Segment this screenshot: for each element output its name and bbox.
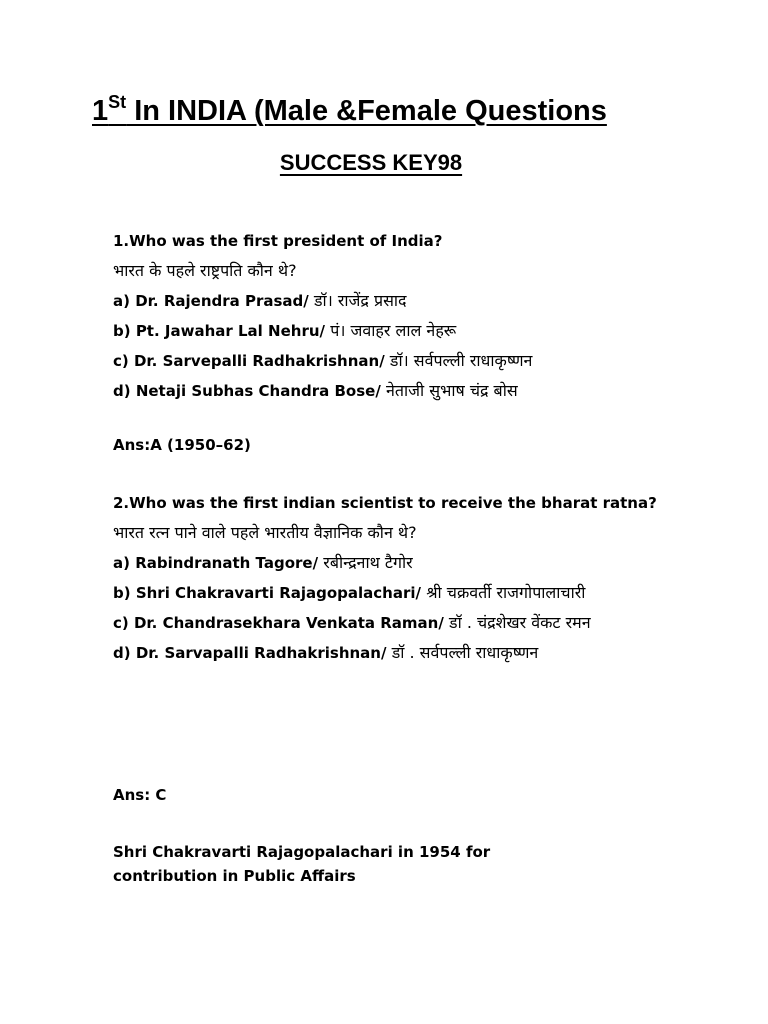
- option-english: d) Dr. Sarvapalli Radhakrishnan/: [113, 644, 392, 662]
- option-english: d) Netaji Subhas Chandra Bose/: [113, 382, 387, 400]
- question-2-option-b: [113, 578, 673, 608]
- question-1-option-a: [113, 286, 673, 316]
- question-1-option-d: [113, 376, 673, 406]
- option-hindi: रबीन्द्रनाथ टैगोर: [323, 553, 413, 572]
- option-english: a) Rabindranath Tagore/: [113, 554, 324, 572]
- option-english: b) Pt. Jawahar Lal Nehru/: [113, 322, 331, 340]
- option-hindi: नेताजी सुभाष चंद्र बोस: [386, 381, 518, 400]
- option-hindi: डॉ . सर्वपल्ली राधाकृष्णन: [391, 643, 539, 662]
- question-1-option-b: [113, 316, 673, 346]
- option-english: b) Shri Chakravarti Rajagopalachari/: [113, 584, 427, 602]
- question-2-english: 2.Who was the first indian scientist to receive the bharat ratna?: [113, 494, 657, 512]
- answer-2: Ans: C: [113, 786, 167, 804]
- question-2-hindi: भारत रत्न पाने वाले पहले भारतीय वैज्ञानिक कौन थे?: [113, 523, 417, 542]
- title-prefix: 1: [92, 95, 109, 127]
- question-1-option-c: [113, 346, 673, 376]
- answer-1: Ans:A (1950–62): [113, 436, 251, 454]
- question-1: [113, 226, 673, 406]
- question-2-option-d: [113, 638, 673, 668]
- option-english: c) Dr. Chandrasekhara Venkata Raman/: [113, 614, 450, 632]
- question-1-english: 1.Who was the first president of India?: [113, 232, 443, 250]
- title-rest: In INDIA (Male &Female Questions: [126, 95, 607, 127]
- answer-1-block: [113, 430, 673, 460]
- option-hindi: डॉ . चंद्रशेखर वेंकट रमन: [449, 613, 591, 632]
- question-1-hindi: भारत के पहले राष्ट्रपति कौन थे?: [113, 261, 297, 280]
- option-hindi: पं। जवाहर लाल नेहरू: [330, 321, 457, 340]
- page-title: [92, 92, 607, 130]
- option-hindi: श्री चक्रवर्ती राजगोपालाचारी: [426, 583, 586, 602]
- answer-note: Shri Chakravarti Rajagopalachari in 1954 for contribution in Public Affairs: [113, 843, 491, 885]
- question-2-option-a: [113, 548, 673, 578]
- option-english: c) Dr. Sarvepalli Radhakrishnan/: [113, 352, 390, 370]
- option-english: a) Dr. Rajendra Prasad/: [113, 292, 314, 310]
- title-superscript: St: [108, 92, 127, 112]
- question-2: [113, 488, 673, 668]
- answer-2-block: [113, 780, 673, 810]
- note-block: [113, 840, 593, 888]
- option-hindi: डॉ। राजेंद्र प्रसाद: [313, 291, 407, 310]
- question-2-option-c: [113, 608, 673, 638]
- option-hindi: डॉ। सर्वपल्ली राधाकृष्णन: [389, 351, 533, 370]
- subtitle: SUCCESS KEY98: [279, 150, 463, 175]
